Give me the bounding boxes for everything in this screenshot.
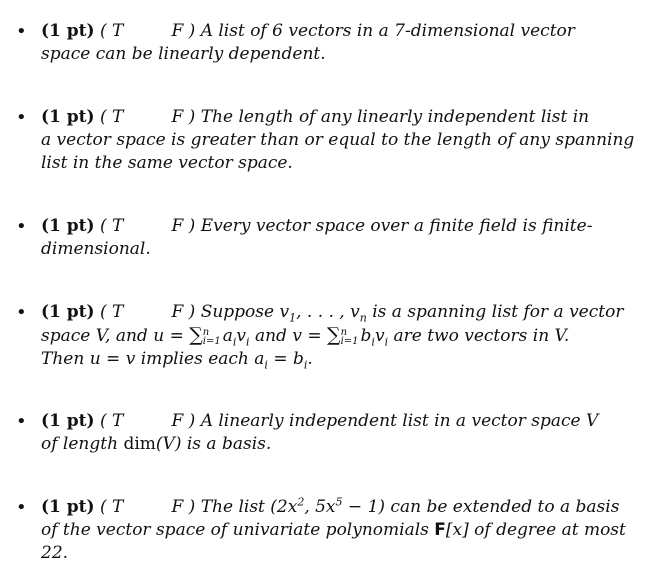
question-line: space can be linearly dependent. — [41, 44, 326, 64]
question-text: The length of any linearly independent list in — [200, 107, 590, 127]
points-label: (1 pt) — [41, 216, 95, 236]
false-option[interactable]: F — [171, 411, 184, 431]
question-text: A list of 6 vectors in a 7-dimensional vector — [200, 21, 575, 41]
points-label: (1 pt) — [41, 497, 95, 517]
false-option[interactable]: F — [171, 21, 184, 41]
summation-symbol: ∑ — [189, 324, 203, 346]
question-line: (1 pt) ( T F ) Every vector space over a finite field is finite- — [41, 216, 593, 236]
question-text: A linearly independent list in a vector space V — [200, 411, 599, 431]
bullet-icon: • — [16, 411, 27, 432]
false-option[interactable]: F — [171, 107, 184, 127]
summation-symbol: ∑ — [327, 324, 341, 346]
question-line: of length dim(V) is a basis. — [41, 434, 272, 454]
bullet-icon: • — [16, 107, 27, 128]
question-line: (1 pt) ( T F ) The length of any linearly independent list in — [41, 107, 590, 127]
bullet-icon: • — [16, 302, 27, 323]
true-option[interactable]: T — [112, 216, 124, 236]
points-label: (1 pt) — [41, 411, 95, 431]
points-label: (1 pt) — [41, 302, 95, 322]
false-option[interactable]: F — [171, 216, 184, 236]
true-option[interactable]: T — [112, 302, 124, 322]
true-option[interactable]: T — [112, 411, 124, 431]
question-text: Every vector space over a finite field is finite- — [200, 216, 593, 236]
field-symbol: F — [434, 520, 446, 540]
question-line: of the vector space of univariate polynomials F[x] of degree at most — [41, 520, 626, 540]
false-option[interactable]: F — [171, 302, 184, 322]
false-option[interactable]: F — [171, 497, 184, 517]
points-label: (1 pt) — [41, 107, 95, 127]
question-line: (1 pt) ( T F ) A list of 6 vectors in a 7-dimensional vector — [41, 21, 575, 41]
question-line: (1 pt) ( T F ) Suppose $v_1$, . . . , $v_n$ is a spanning list for a vector — [41, 302, 624, 325]
points-label: (1 pt) — [41, 21, 95, 41]
question-line: 22. — [41, 543, 69, 563]
true-option[interactable]: T — [112, 497, 124, 517]
question-line: space V, and u = ∑n i=1 $a_iv_i$ and v = ∑n i=1 $b_iv_i$ are two vectors in V. — [41, 324, 570, 349]
true-option[interactable]: T — [112, 21, 124, 41]
question-line: (1 pt) ( T F ) The list ($2x^2$, $5x^5 - 1$) can be extended to a basis — [41, 495, 620, 517]
bullet-icon: • — [16, 497, 27, 518]
question-line: a vector space is greater than or equal to the length of any spanning — [41, 130, 635, 150]
question-line: dimensional. — [41, 239, 151, 259]
question-line: (1 pt) ( T F ) A linearly independent list in a vector space V — [41, 411, 599, 431]
question-line: Then u = v implies each $a_i = b_i$. — [41, 349, 313, 372]
question-line: list in the same vector space. — [41, 153, 293, 173]
bullet-icon: • — [16, 216, 27, 237]
true-option[interactable]: T — [112, 107, 124, 127]
bullet-icon: • — [16, 21, 27, 42]
